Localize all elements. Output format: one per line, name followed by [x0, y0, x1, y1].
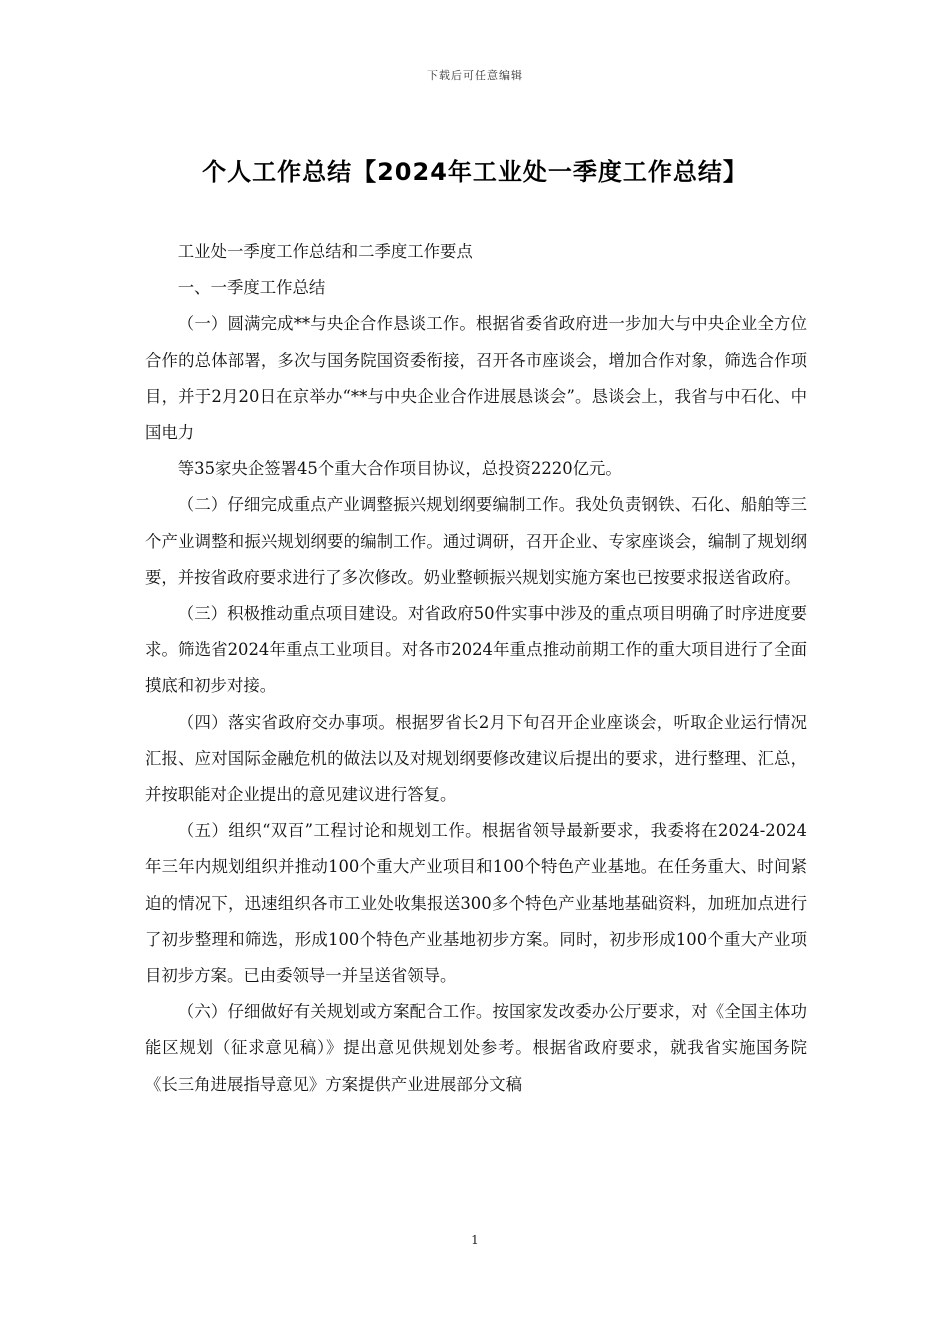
- page-number: 1: [471, 1233, 479, 1247]
- header-note: 下载后可任意编辑: [427, 69, 523, 82]
- document-body: [145, 234, 807, 1103]
- paragraph-item-1: （一）圆满完成**与央企合作恳谈工作。根据省委省政府进一步加大与中央企业全方位合作的总体部署，多次与国务院国资委衔接，召开各市座谈会，增加合作对象，筛选合作项目，并于2月20日在京举办“**与中央企业合作进展恳谈会”。恳谈会上，我省与中石化、中国电力: [145, 314, 807, 443]
- paragraph-section-heading: 一、一季度工作总结: [177, 278, 326, 298]
- paragraph-item-6: （六）仔细做好有关规划或方案配合工作。按国家发改委办公厅要求，对《全国主体功能区规划（征求意见稿）》提出意见供规划处参考。根据省政府要求，就我省实施国务院《长三角进展指导意见》方案提供产业进展部分文稿: [145, 1002, 807, 1094]
- paragraph-subtitle: 工业处一季度工作总结和二季度工作要点: [177, 242, 473, 261]
- document-title: 个人工作总结【2024年工业处一季度工作总结】: [202, 158, 748, 186]
- paragraph-item-4: （四）落实省政府交办事项。根据罗省长2月下旬召开企业座谈会，听取企业运行情况汇报、应对国际金融危机的做法以及对规划纲要修改建议后提出的要求，进行整理、汇总，并按职能对企业提出的意见建议进行答复。: [145, 712, 807, 805]
- paragraph-item-1-continued: 等35家央企签署45个重大合作项目协议，总投资2220亿元。: [177, 459, 622, 479]
- paragraph-item-5: （五）组织“双百”工程讨论和规划工作。根据省领导最新要求，我委将在2024-2024年三年内规划组织并推动100个重大产业项目和100个特色产业基地。在任务重大、时间紧迫的情况下，迅速组织各市工业处收集报送300多个特色产业基地基础资料，加班加点进行了初步整理和筛选，形成100个特色产业基地初步方案。同时，初步形成100个重大产业项目初步方案。已由委领导一并呈送省领导。: [145, 821, 807, 986]
- paragraph-item-3: （三）积极推动重点项目建设。对省政府50件实事中涉及的重点项目明确了时序进度要求。筛选省2024年重点工业项目。对各市2024年重点推动前期工作的重大项目进行了全面摸底和初步对接。: [145, 604, 807, 696]
- paragraph-item-2: （二）仔细完成重点产业调整振兴规划纲要编制工作。我处负责钢铁、石化、船舶等三个产业调整和振兴规划纲要的编制工作。通过调研，召开企业、专家座谈会，编制了规划纲要，并按省政府要求进行了多次修改。奶业整顿振兴规划实施方案也已按要求报送省政府。: [145, 495, 807, 587]
